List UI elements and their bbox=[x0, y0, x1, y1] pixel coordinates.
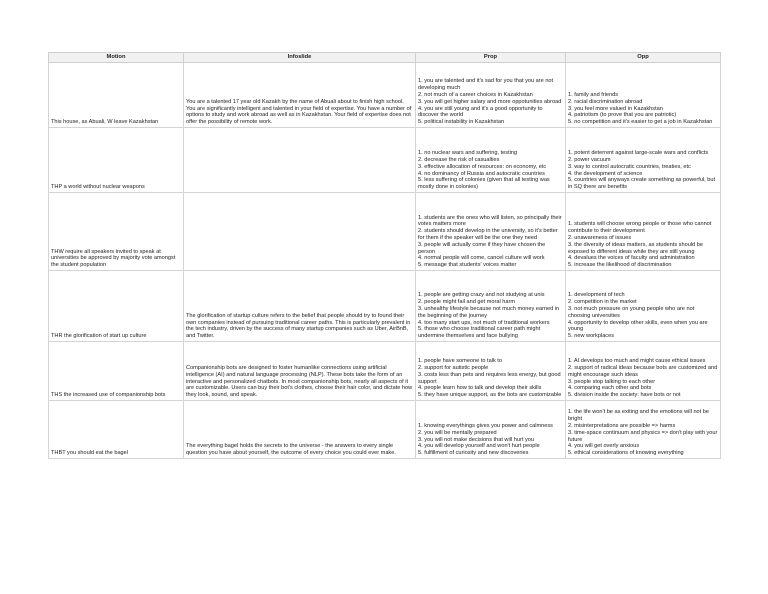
header-opp: Opp bbox=[566, 53, 721, 63]
opp-cell: 1. AI develops too much and might cause ethical issues 2. support of radical ideas because bots are customized and might encourage such ideas 3. people stop talking to each other 4. comparing each other and bots 5. division inside the society: have bots or not bbox=[566, 342, 721, 401]
opp-cell: 1. family and friends 2. racial discrimination abroad 3. you feel more valued in Kazakhstan 4. patriotism (to prove that you are patriotic) 5. no competition and it's easier to get a job in Kazakhstan bbox=[566, 63, 721, 128]
prop-cell: 1. knowing everythings gives you power and calmness 2. you will be mentally prepared 3. you will not make decisions that will hurt you 4. you will develop yourself and won't hurt people 5. fulfillment of curiosity and new discoveries bbox=[416, 401, 566, 459]
opp-cell: 1. students will choose wrong people or those who cannot contribute to their development 2. unawareness of issues 3. the diversity of ideas matters, as students should be exposed to different ideas while they are still young 4. devalues the voices of faculty and administration 5. increase the likelihood of discrimination bbox=[566, 193, 721, 271]
infoslide-cell: Companionship bots are designed to foster humanlike connections using artificial intelligence (AI) and natural language processing (NLP). These bots take the form of an interactive and personalized chatbots. In most companionship bots, nearly all aspects of it are customizable. Users can buy their bot's clothes, choose their hair color, and dictate how they look, sound, and speak. bbox=[184, 342, 416, 401]
motion-cell: This house, as Abuali, W leave Kazakhstan bbox=[49, 63, 184, 128]
prop-cell: 1. people have someone to talk to 2. support for autistic people 3. costs less than pets and requires less energy, but good support 4. people learn how to talk and develop their skills 5. they have unique support, as the bots are customizable bbox=[416, 342, 566, 401]
table-row bbox=[49, 193, 721, 271]
motion-cell: THS the increased use of companionship bots bbox=[49, 342, 184, 401]
motion-cell: THBT you should eat the bagel bbox=[49, 401, 184, 459]
table-row bbox=[49, 271, 721, 342]
motion-cell: THP a world without nuclear weapons bbox=[49, 128, 184, 193]
table-row bbox=[49, 128, 721, 193]
header-infoslide: Infoslide bbox=[184, 53, 416, 63]
debate-motions-table bbox=[48, 52, 721, 459]
motion-cell: THR the glorification of start up culture bbox=[49, 271, 184, 342]
opp-cell: 1. the life won't be as exiting and the emotions will not be bright 2. misinterpretations are possible => harms 3. time-space continuum and physics => don't play with your future 4. you will get overly anxious 5. ethical considerations of knowing everything bbox=[566, 401, 721, 459]
opp-cell: 1. development of tech 2. competition in the market 3. not much pressure on young people who are not choosing universities 4. opportunity to develop other skills, even when you are young 5. new workplaces bbox=[566, 271, 721, 342]
prop-cell: 1. you are talented and it's sad for you that you are not developing much 2. not much of a career choices in Kazakhstan 3. you will get higher salary and more oppotunities abroad 4. you are still young and it's a good opportunity to discover the world 5. political instability in Kazakhstan bbox=[416, 63, 566, 128]
infoslide-cell bbox=[184, 128, 416, 193]
table-row bbox=[49, 63, 721, 128]
table-row bbox=[49, 401, 721, 459]
prop-cell: 1. no nuclear wars and suffering, testing 2. decrease the risk of casualties 3. effective allocation of resources: on economy, etc 4. no dominancy of Russia and autocratic countries 5. less suffering of colonies (given that all testing was mostly done in colonies) bbox=[416, 128, 566, 193]
infoslide-cell: The glorification of startup culture refers to the belief that people should try to found their own companies instead of pursuing traditional career paths. This is particularly prevalent in the tech industry, driven by the success of many startup companies such as Uber, AirBnB, and Twitter. bbox=[184, 271, 416, 342]
opp-cell: 1. potent deterrent against large-scale wars and conflicts 2. power vacuum 3. way to control autocratic countries, treaties, etc 4. the development of science 5. countries will anyways create something as powerful, but in SQ there are benefits bbox=[566, 128, 721, 193]
header-prop: Prop bbox=[416, 53, 566, 63]
infoslide-cell: The everything bagel holds the secrets to the universe - the answers to every single question you have about yourself, the outcome of every choice you could ever make. bbox=[184, 401, 416, 459]
infoslide-cell: You are a talented 17 year old Kazakh by the name of Abuali about to finish high school. You are significantly intelligent and talented in your field of expertise. You have a number of options to study and work abroad as well as in Kazakhstan. Your field of expertise does not offer the possibility of remote work. bbox=[184, 63, 416, 128]
header-row bbox=[49, 53, 721, 63]
table-row bbox=[49, 342, 721, 401]
header-motion: Motion bbox=[49, 53, 184, 63]
prop-cell: 1. students are the ones who will listen, so principally their votes matters more 2. students should develop in the university, so it's better for them if the speaker will be the one they need 3. people will actually come if they have chosen the person 4. normal people will come, cancel culture will work 5. message that students' voices matter bbox=[416, 193, 566, 271]
motion-cell: THW require all speakers invited to speak at universities be approved by majority vote amongst the student population bbox=[49, 193, 184, 271]
prop-cell: 1. people are getting crazy and not studying at unis 2. people might fail and get moral harm 3. unhealthy lifestyle because not much money earned in the beginning of the journey 4. too many start ups, not much of traditional workers 5. those who choose traditional career path might undermine themselves and face bullying bbox=[416, 271, 566, 342]
infoslide-cell bbox=[184, 193, 416, 271]
